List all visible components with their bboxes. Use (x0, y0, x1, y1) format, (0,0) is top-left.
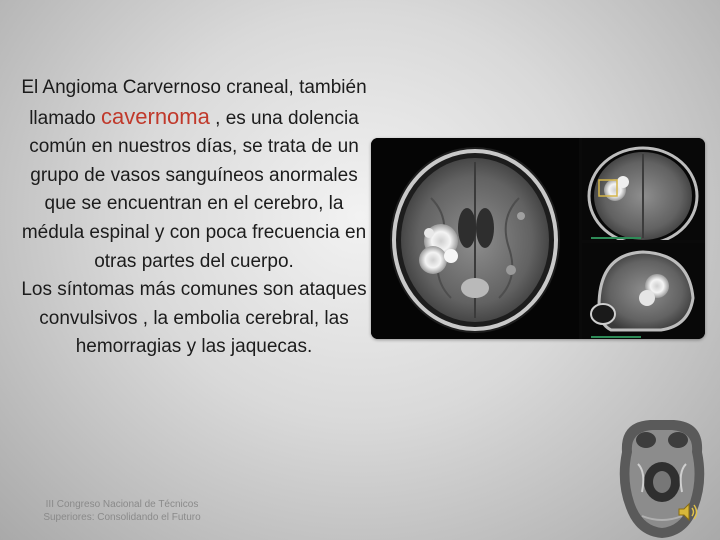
mri-images (371, 138, 705, 339)
axial-mri-scan (371, 138, 579, 339)
slide-body-text (18, 74, 370, 362)
footer-line-2: Superiores: Consolidando el Futuro (43, 512, 201, 523)
footer-line-1: III Congreso Nacional de Técnicos (45, 499, 199, 510)
paragraph-symptoms: Los síntomas más comunes son ataques convulsivos , la embolia cerebral, las hemorragias y las jaquecas. (21, 279, 367, 358)
speaker-icon[interactable] (677, 502, 699, 522)
coronal-mri-scan (582, 138, 705, 244)
text-before-highlight: El Angioma Carvernoso craneal, también llamado (21, 77, 367, 129)
slide-footer (22, 498, 222, 524)
paragraph-definition (18, 74, 370, 276)
highlight-term: cavernoma (101, 103, 210, 129)
text-after-highlight: , es una dolencia común en nuestros días, se trata de un grupo de vasos sanguíneos anormales que se encuentran en el cerebro, la médula espinal y con poca frecuencia en otras partes del cuerpo. (21, 107, 367, 272)
sagittal-mri-scan (582, 243, 705, 339)
mri-image-panel (371, 138, 705, 339)
